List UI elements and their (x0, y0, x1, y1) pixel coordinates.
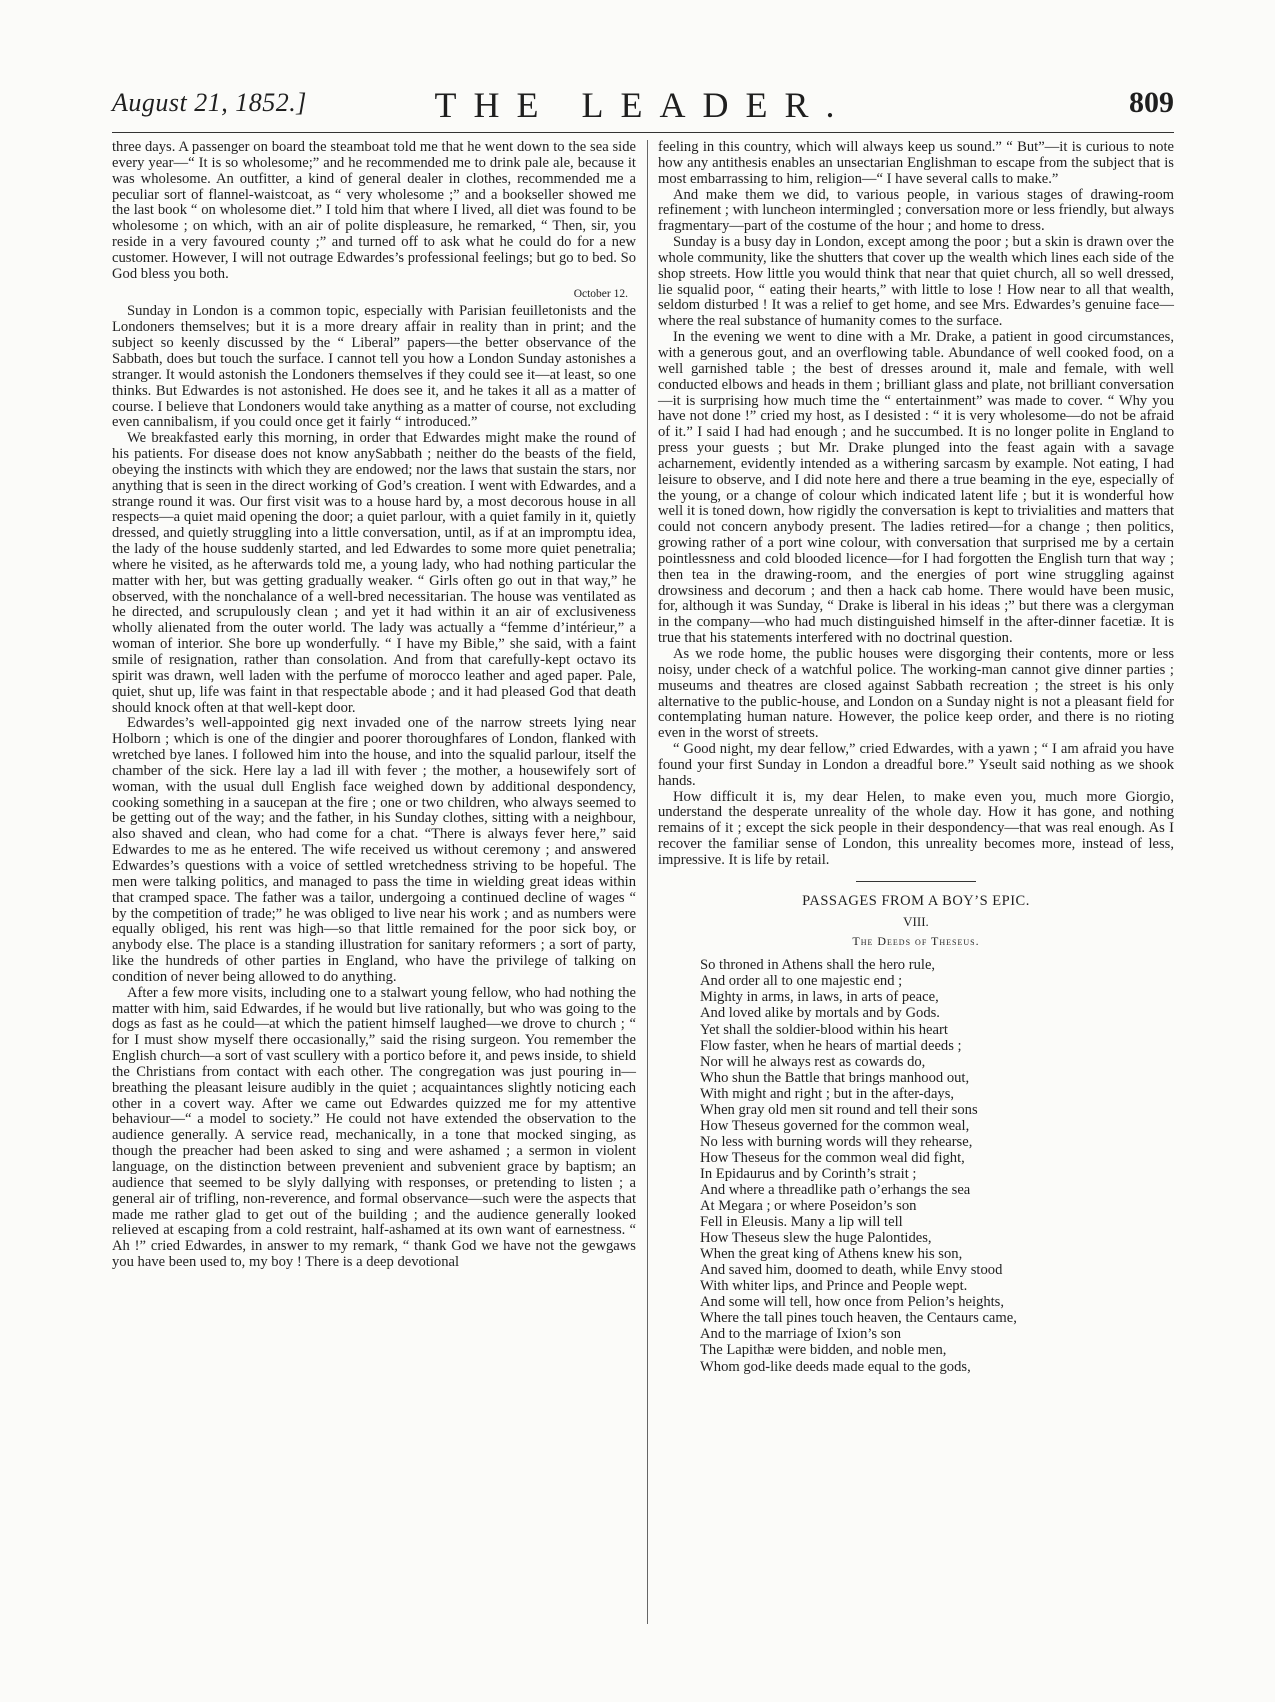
poem-line: So throned in Athens shall the hero rule, (700, 957, 936, 974)
poem-line: Mighty in arms, in laws, in arts of peace, (700, 989, 939, 1006)
paragraph: After a few more visits, including one to a stalwart young fellow, who had nothing the matter with him, said Edwardes, if he would but live rationally, but who was going to the dogs as fast as he could—at which the patient himself laughed—we drove to church ; “ for I must show myself there occasionally,” said the rising surgeon. You remember the English church—a sort of vast scullery with a portico before it, and pews inside, to shield the Christians from contact with each other. The congregation was just pouring in—breathing the pleasant leisure audibly in the quiet ; acquaintances slightly noticing each other in a covert way. After we came out Edwardes quizzed me for my attentive behaviour—“ a model to society.” He could not have extended the observation to the audience generally. A service read, mechanically, in a tone that mocked singing, as though the preacher had been asked to sing and were ashamed ; a sermon in violent language, on the distinction between prevenient and subvenient grace by baptism; an audience that seemed to be slyly dallying with responses, or pretending to listen ; a general air of trifling, non-reverence, and formal observance—such were the aspects that made me rather glad to get out of the building ; and the audience generally looked relieved at escaping from a cold restraint, half-ashamed at its own want of earnestness. “ Ah !” cried Edwardes, in answer to my remark, “ thank God we have not the gewgaws you have been used to, my boy ! There is a deep devotional (112, 984, 636, 1271)
paragraph: And make them we did, to various people, in various stages of drawing-room refinement ; with luncheon intermingled ; conversation more or less friendly, but always fragmentary—part of the costume of the hour ; and home to dress. (658, 186, 1174, 235)
poem-line: With whiter lips, and Prince and People wept. (700, 1278, 968, 1295)
poem-line: Yet shall the soldier-blood within his heart (700, 1021, 948, 1038)
poem-subtitle: The Deeds of Theseus. (852, 933, 980, 948)
column-divider (647, 140, 648, 1624)
newspaper-title: THE LEADER. (434, 85, 852, 125)
poem-line: With might and right ; but in the after-days, (700, 1085, 955, 1102)
paragraph: Sunday is a busy day in London, except among the poor ; but a skin is drawn over the whole community, like the shutters that cover up the wealth which lines each side of the shop streets. How little you would think that near that quiet church, all so well dressed, lie squalid poor, “ eating their hearts,” with little to lose ! How near to all that wealth, seldom disturbed ! It was a relief to get home, and see Mrs. Edwardes’s genuine face—where the real substance of humanity comes to the surface. (658, 234, 1174, 330)
poem-line: How Theseus for the common weal did fight, (700, 1149, 965, 1166)
paragraph: As we rode home, the public houses were disgorging their contents, more or less noisy, under check of a watchful police. The working-man cannot give dinner parties ; museums and theatres are closed against Sabbath recreation ; the street is his only alternative to the public-house, and London on a Sunday night is not a pleasant field for contemplating human nature. However, the police keep order, and there is no rioting even in the worst of streets. (658, 646, 1174, 742)
poem-line: And where a threadlike path o’erhangs the sea (700, 1182, 971, 1198)
poem-line: How Theseus governed for the common weal, (700, 1117, 970, 1134)
poem-line: And some will tell, how once from Pelion’s heights, (700, 1294, 1005, 1311)
poem-line: Who shun the Battle that brings manhood out, (700, 1069, 970, 1086)
poem-line: In Epidaurus and by Corinth’s strait ; (700, 1165, 917, 1182)
poem-line: And loved alike by mortals and by Gods. (700, 1005, 940, 1022)
paragraph: In the evening we went to dine with a Mr. Drake, a patient in good circumstances, with a generous gout, and an overflowing table. Abundance of well cooked food, on a well garnished table ; the best of dresses around it, male and female, with well conducted elbows and heads in them ; brilliant glass and plate, not brilliant conversation—it is surprising how much time the “ entertainment” was made to cover. “ Why you have not done !” cried my host, as I desisted : “ it is very wholesome—do not be afraid of it.” I said I had had enough ; and he succumbed. It is no longer polite in England to press your guests ; but Mr. Drake plunged into the feast again with a savage acharnement, evidently intended as a withering sarcasm by example. Not eating, I had leisure to observe, and I did note here and there a true beaming in the eye, especially of the young, or a change of colour which indicated latent life ; but it is wonderful how well it is toned down, how rigidly the conversation is kept to trivialities and matters that could not concern anybody present. The ladies retired—for a change ; then politics, growing rather of a port wine colour, with conversation that surprised me by a certain pointlessness and cold blooded licence—for I had forgotten the English turn that way ; then tea in the drawing-room, and the energies of port wine struggling against drowsiness and decorum ; and then a hack cab home. There would have been music, for, although it was Sunday, “ Drake is liberal in his ideas ;” but there was a clergyman in the company—who had much distinguished himself in the after-dinner facetiæ. It is true that his statements interfered with no doctrinal question. (658, 329, 1174, 647)
page-number: 809 (1129, 86, 1174, 119)
issue-date: August 21, 1852.] (112, 88, 307, 117)
poem-heading: PASSAGES FROM A BOY’S EPIC. (802, 892, 1030, 909)
poem-body (700, 957, 1174, 1374)
poem-line: When the great king of Athens knew his son, (700, 1246, 963, 1263)
section-rule (856, 881, 976, 882)
paragraph: feeling in this country, which will always keep us sound.” “ But”—it is curious to note how any antithesis enables an unsectarian Englishman to escape from the subject that is most embarrassing to him, religion—“ I have several calls to make.” (658, 139, 1174, 187)
poem-line: How Theseus slew the huge Palontides, (700, 1230, 932, 1247)
paragraph: We breakfasted early this morning, in order that Edwardes might make the round of his patients. For disease does not know anySabbath ; neither do the beasts of the field, obeying the instincts with which they are endowed; nor the laws that sustain the stars, nor anything that is seen in the direct working of God’s creation. I went with Edwardes, and a strange round it was. Our first visit was to a house hard by, a most decorous house in all respects—a quiet maid opening the door; a quiet parlour, with a quiet family in it, quietly dressed, and quietly struggling into a little conversation, until, as if at an impromptu idea, the lady of the house suddenly started, and led Edwardes to some more quiet penetralia; where he visited, as he afterwards told me, a young lady, who had nothing particular the matter with her, but was getting gradually weaker. “ Girls often go out in that way,” he observed, with the nonchalance of a well-bred necessitarian. The house was ventilated as he directed, and scrupulously clean ; and yet it had within it an air of exclusiveness wholly alienated from the outer world. The lady was actually a “femme d’intérieur,” a woman of interior. She bore up wonderfully. “ I have my Bible,” she said, with a faint smile of resignation, rather than consolation. And from that carefully-kept octavo its spirit was drawn, well laden with the perfume of morocco leather and aged paper. Pale, quiet, shut up, life was faint in that respectable abode ; and it had pleased God that death should knock often at that well-kept door. (112, 430, 636, 716)
poem-line: Flow faster, when he hears of martial deeds ; (700, 1037, 962, 1054)
masthead (112, 84, 1174, 130)
masthead-rule (112, 132, 1174, 133)
right-column (658, 140, 1174, 1375)
poem-numeral: VIII. (903, 913, 929, 929)
poem-line: Fell in Eleusis. Many a lip will tell (700, 1214, 903, 1231)
paragraph: three days. A passenger on board the steamboat told me that he went down to the sea side every year—“ It is so wholesome;” and he recommended me to drink pale ale, because it was wholesome. An outfitter, a kind of general dealer in clothes, recommended me a peculiar sort of flannel-waistcoat, as “ very wholesome ;” and a bookseller showed me the last book “ on wholesome diet.” I told him that where I lived, all diet was found to be wholesome ; on which, with an air of polite displeasure, he remarked, “ Then, sir, you reside in a very favoured county ;” and turned off to ask what he could do for a new customer. However, I will not outrage Edwardes’s professional feelings; but go to bed. So God bless you both. (112, 139, 636, 282)
paragraph: Sunday in London is a common topic, especially with Parisian feuilletonists and the Londoners themselves; but it is a more dreary affair in reality than in print; and the subject so keenly discussed by the “ Liberal” papers—the better observance of the Sabbath, does but touch the surface. I cannot tell you how a London Sunday astonishes a stranger. It would astonish the Londoners themselves if they could see it—at least, so one thinks. But Edwardes is not astonished. He does see it, and he takes it all as a matter of course. I believe that Londoners would take anything as a matter of course, not excluding even cannibalism, if you could once get it fairly “ introduced.” (112, 303, 636, 431)
paragraph: How difficult it is, my dear Helen, to make even you, much more Giorgio, understand the desperate unreality of the whole day. How it has gone, and nothing remains of it ; except the sick people in their despondency—that was real enough. As I recover the familiar sense of London, this unreality becomes more, instead of less, impressive. It is life by retail. (658, 788, 1174, 868)
left-column (112, 140, 636, 1271)
poem-line: No less with burning words will they rehearse, (700, 1133, 973, 1150)
poem-line: When gray old men sit round and tell their sons (700, 1101, 978, 1118)
poem-line: Where the tall pines touch heaven, the Centaurs came, (700, 1310, 1017, 1327)
paragraph: “ Good night, my dear fellow,” cried Edwardes, with a yawn ; “ I am afraid you have found your first Sunday in London a dreadful bore.” Yseult said nothing as we shook hands. (658, 741, 1174, 789)
poem-line: At Megara ; or where Poseidon’s son (700, 1198, 917, 1215)
poem-line: And order all to one majestic end ; (700, 973, 903, 990)
poem-line: And saved him, doomed to death, while Envy stood (700, 1262, 1003, 1279)
poem-line: Whom god-like deeds made equal to the gods, (700, 1358, 971, 1375)
poem-line: Nor will he always rest as cowards do, (700, 1053, 926, 1070)
paragraph: Edwardes’s well-appointed gig next invaded one of the narrow streets lying near Holborn ; which is one of the dingier and poorer thoroughfares of London, flanked with wretched bye lanes. I followed him into the house, and into the squalid parlour, itself the chamber of the sick. Here lay a lad ill with fever ; the mother, a housewifely sort of woman, with the usual dull English face weighed down by additional despondency, cooking something in a saucepan at the fire ; one or two children, who always seemed to be getting out of the way; and the father, in his Sunday clothes, sitting with a neighbour, also shaved and clean, who had come for a chat. “There is always fever here,” said Edwardes to me as he entered. The wife received us without ceremony ; and answered Edwardes’s questions with a voice of settled wretchedness striving to be hopeful. The men were talking politics, and managed to pass the time in wielding great ideas within that cramped space. The father was a tailor, undergoing a continued decline of wages “ by the competition of trade;” he was obliged to live near his work ; and as numbers were equally obliged, his rent was high—so that little remained for the poor sick boy, or anybody else. The place is a standing illustration for sanitary reformers ; a sort of party, like the hundreds of other parties in England, who have the privilege of talking on condition of never being allowed to do anything. (112, 715, 636, 985)
poem-line: The Lapithæ were bidden, and noble men, (700, 1342, 947, 1359)
dateline: October 12. (573, 287, 628, 300)
poem-line: And to the marriage of Ixion’s son (700, 1326, 902, 1343)
